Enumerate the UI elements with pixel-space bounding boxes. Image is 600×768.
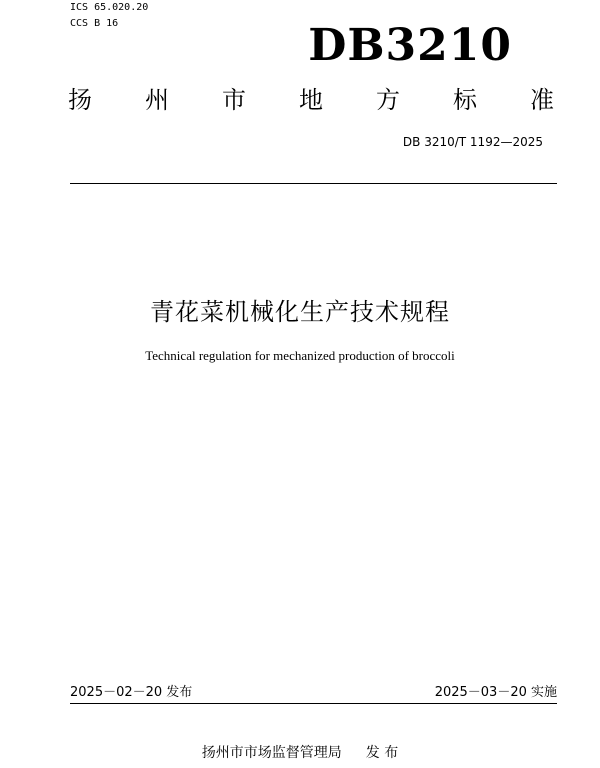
issuer-name: 扬州市市场监督管理局 <box>201 745 342 761</box>
authority-char: 州 <box>145 86 169 114</box>
authority-char: 标 <box>453 86 477 114</box>
authority-char: 扬 <box>68 86 92 114</box>
db-code-logo: DB3210 <box>308 20 512 71</box>
authority-char: 市 <box>222 86 246 114</box>
authority-char: 准 <box>530 86 554 114</box>
bottom-divider <box>70 703 557 704</box>
issuer-action: 发 布 <box>365 745 399 761</box>
ics-code: ICS 65.020.20 <box>70 2 149 13</box>
issuer-line <box>0 744 600 762</box>
title-chinese: 青花菜机械化生产技术规程 <box>150 298 450 326</box>
issue-date: 2025－02－20 发布 <box>70 685 193 700</box>
standard-authority <box>68 84 554 116</box>
authority-char: 地 <box>299 86 323 114</box>
authority-char: 方 <box>376 86 400 114</box>
implementation-date: 2025－03－20 实施 <box>434 685 557 700</box>
title-english: Technical regulation for mechanized production of broccoli <box>145 348 455 363</box>
standard-number: DB 3210/T 1192—2025 <box>402 135 543 149</box>
classification-codes <box>70 0 148 32</box>
top-divider <box>70 183 557 184</box>
ccs-code: CCS B 16 <box>70 18 119 29</box>
